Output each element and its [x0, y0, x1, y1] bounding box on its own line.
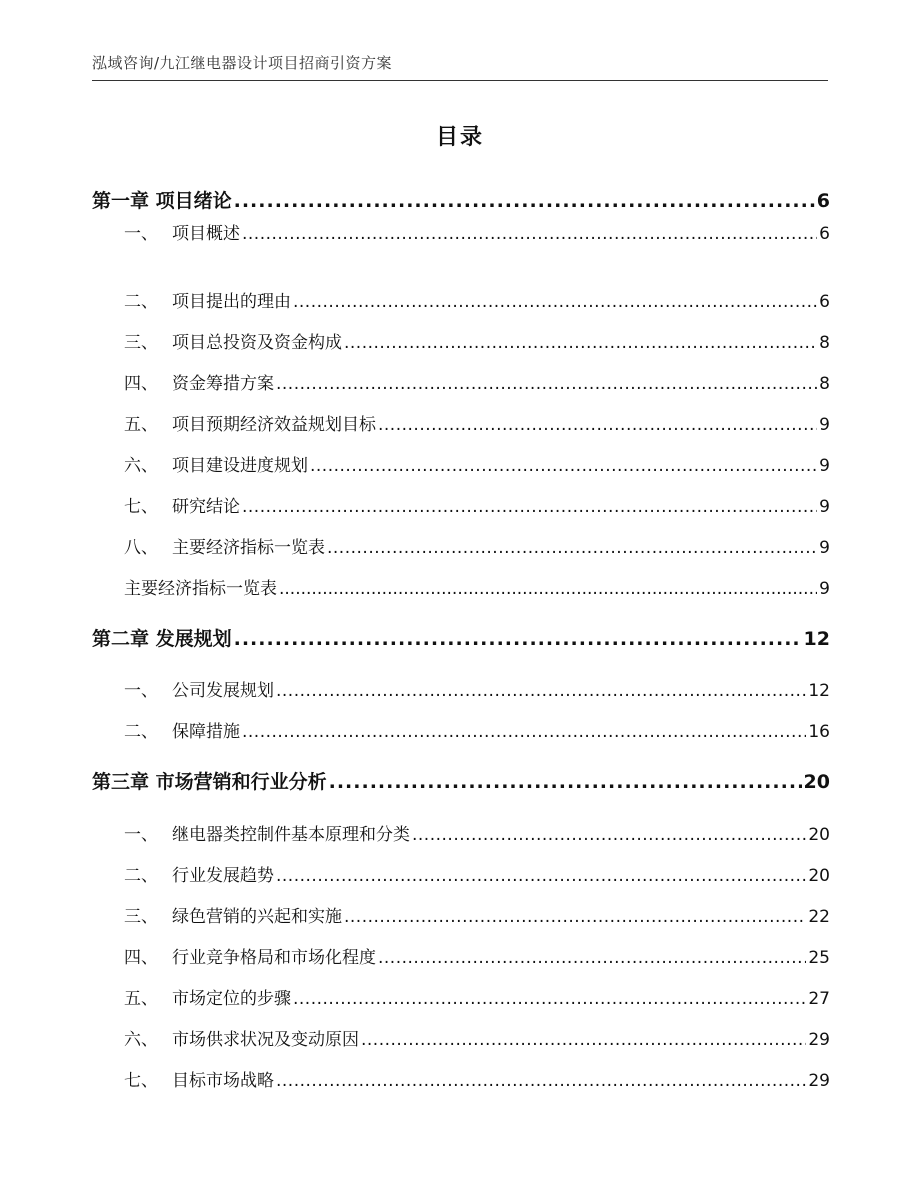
section-number: 二、 — [124, 866, 158, 886]
dot-leader — [242, 497, 817, 517]
toc-section-1-4[interactable] — [92, 369, 830, 394]
section-number: 五、 — [124, 415, 158, 435]
section-label: 项目提出的理由 — [172, 292, 291, 312]
toc-section-2-2[interactable] — [92, 717, 830, 742]
section-page-number: 29 — [808, 1071, 830, 1091]
section-label: 绿色营销的兴起和实施 — [172, 907, 342, 927]
chapter-label: 第一章 项目绪论 — [92, 190, 232, 212]
chapter-page-number: 20 — [803, 771, 830, 793]
dot-leader — [310, 456, 817, 476]
toc-section-1-3[interactable] — [92, 328, 830, 353]
section-number: 四、 — [124, 374, 158, 394]
section-number: 三、 — [124, 333, 158, 353]
toc-section-1-7[interactable] — [92, 492, 830, 517]
dot-leader — [327, 538, 817, 558]
section-page-number: 12 — [808, 681, 830, 701]
toc-section-3-6[interactable] — [92, 1025, 830, 1050]
toc-section-2-1[interactable] — [92, 676, 830, 701]
dot-leader — [242, 722, 806, 742]
section-label: 市场供求状况及变动原因 — [172, 1030, 359, 1050]
dot-leader — [378, 415, 817, 435]
chapter-label: 第二章 发展规划 — [92, 628, 232, 650]
section-page-number: 9 — [819, 497, 830, 517]
section-number: 二、 — [124, 722, 158, 742]
toc-chapter-2[interactable] — [92, 624, 830, 651]
section-page-number: 29 — [808, 1030, 830, 1050]
dot-leader — [276, 1071, 806, 1091]
section-page-number: 6 — [819, 292, 830, 312]
section-number: 三、 — [124, 907, 158, 927]
toc-section-3-7[interactable] — [92, 1066, 830, 1091]
dot-leader — [234, 628, 802, 650]
dot-leader — [344, 333, 817, 353]
toc-table-1-1[interactable] — [92, 574, 830, 599]
section-label: 目标市场战略 — [172, 1071, 274, 1091]
toc-section-3-5[interactable] — [92, 984, 830, 1009]
toc-section-3-4[interactable] — [92, 943, 830, 968]
section-label: 主要经济指标一览表 — [172, 538, 325, 558]
toc-chapter-3[interactable] — [92, 767, 830, 794]
section-page-number: 8 — [819, 374, 830, 394]
section-label: 保障措施 — [172, 722, 240, 742]
section-page-number: 9 — [819, 538, 830, 558]
section-number: 二、 — [124, 292, 158, 312]
section-number: 七、 — [124, 1071, 158, 1091]
section-page-number: 20 — [808, 825, 830, 845]
section-label: 研究结论 — [172, 497, 240, 517]
section-page-number: 20 — [808, 866, 830, 886]
toc-chapter-1[interactable] — [92, 186, 830, 213]
dot-leader — [344, 907, 806, 927]
dot-leader — [279, 579, 817, 599]
toc-title: 目录 — [435, 125, 484, 150]
section-number: 六、 — [124, 1030, 158, 1050]
section-number: 一、 — [124, 224, 158, 244]
section-page-number: 22 — [808, 907, 830, 927]
section-page-number: 16 — [808, 722, 830, 742]
dot-leader — [412, 825, 806, 845]
section-number: 八、 — [124, 538, 158, 558]
section-label: 公司发展规划 — [172, 681, 274, 701]
section-page-number: 8 — [819, 333, 830, 353]
section-page-number: 9 — [819, 415, 830, 435]
dot-leader — [361, 1030, 806, 1050]
dot-leader — [293, 989, 806, 1009]
section-number: 六、 — [124, 456, 158, 476]
chapter-page-number: 12 — [803, 628, 830, 650]
section-number: 七、 — [124, 497, 158, 517]
toc-section-1-1[interactable] — [92, 219, 830, 244]
toc-section-3-2[interactable] — [92, 861, 830, 886]
dot-leader — [276, 681, 806, 701]
section-number: 五、 — [124, 989, 158, 1009]
section-number: 一、 — [124, 825, 158, 845]
dot-leader — [242, 224, 817, 244]
section-page-number: 27 — [808, 989, 830, 1009]
section-number: 一、 — [124, 681, 158, 701]
section-page-number: 25 — [808, 948, 830, 968]
section-page-number: 6 — [819, 224, 830, 244]
section-label: 行业发展趋势 — [172, 866, 274, 886]
toc-section-1-8[interactable] — [92, 533, 830, 558]
running-header: 泓域咨询/九江继电器设计项目招商引资方案 — [92, 54, 393, 72]
section-label: 行业竞争格局和市场化程度 — [172, 948, 376, 968]
toc-section-3-3[interactable] — [92, 902, 830, 927]
section-label: 项目总投资及资金构成 — [172, 333, 342, 353]
table-page-number: 9 — [819, 579, 830, 599]
section-label: 项目概述 — [172, 224, 240, 244]
section-label: 继电器类控制件基本原理和分类 — [172, 825, 410, 845]
section-label: 资金筹措方案 — [172, 374, 274, 394]
chapter-label: 第三章 市场营销和行业分析 — [92, 771, 327, 793]
dot-leader — [329, 771, 802, 793]
section-page-number: 9 — [819, 456, 830, 476]
chapter-page-number: 6 — [816, 190, 830, 212]
dot-leader — [276, 374, 817, 394]
toc-section-3-1[interactable] — [92, 820, 830, 845]
table-label: 主要经济指标一览表 — [124, 579, 277, 599]
toc-section-1-2[interactable] — [92, 287, 830, 312]
section-label: 市场定位的步骤 — [172, 989, 291, 1009]
toc-section-1-6[interactable] — [92, 451, 830, 476]
toc-section-1-5[interactable] — [92, 410, 830, 435]
dot-leader — [293, 292, 817, 312]
header-rule — [92, 80, 828, 81]
dot-leader — [276, 866, 806, 886]
section-number: 四、 — [124, 948, 158, 968]
section-label: 项目预期经济效益规划目标 — [172, 415, 376, 435]
dot-leader — [234, 190, 815, 212]
dot-leader — [378, 948, 806, 968]
section-label: 项目建设进度规划 — [172, 456, 308, 476]
